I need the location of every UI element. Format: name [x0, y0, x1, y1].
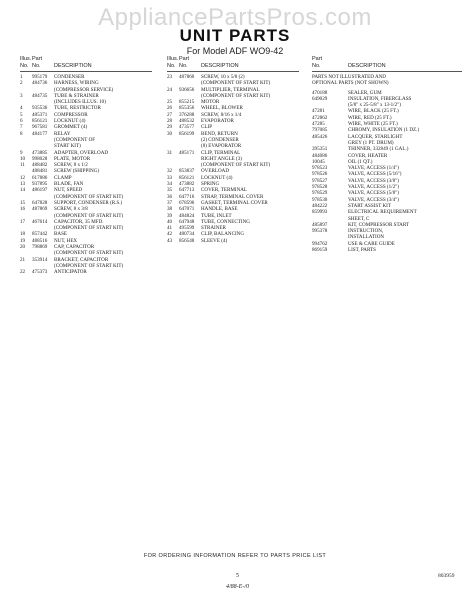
header-description: DESCRIPTION — [348, 63, 386, 69]
part-number: 995378 — [312, 228, 328, 235]
illus-no: 35 — [167, 187, 173, 194]
illus-no: 5 — [20, 111, 23, 118]
part-number: 647828 — [32, 199, 48, 206]
header-illus: Illus. — [20, 56, 32, 62]
illus-no: 37 — [167, 199, 173, 206]
part-number: 647071 — [179, 206, 195, 213]
part-number: 855356 — [179, 105, 195, 112]
part-description: ADAPTER, OVERLOAD — [54, 149, 109, 156]
part-description: SLEEVE (4) — [201, 237, 228, 244]
part-number: 488482 — [32, 162, 48, 169]
header-no: No. — [167, 63, 176, 69]
part-description: CLIP, TERMINAL — [201, 149, 241, 156]
part-description: VALVE, ACCESS (5/8") — [348, 190, 399, 197]
part-description: EVAPORATOR — [201, 118, 234, 125]
part-number: 487869 — [32, 206, 48, 213]
part-description: LACQUER, STARLIGHT — [348, 133, 403, 140]
header-description: DESCRIPTION — [54, 63, 92, 69]
part-number: 485171 — [179, 149, 195, 156]
illus-no: 15 — [20, 199, 26, 206]
part-description: HARNESS, WIRING — [54, 80, 99, 87]
parts-column-1 — [20, 56, 152, 276]
header-part: Part — [32, 56, 43, 62]
part-number: 617886 — [32, 174, 48, 181]
note-line: OPTIONAL PARTS (NOT SHOWN) — [312, 80, 389, 87]
illus-no: 41 — [167, 225, 173, 232]
part-description: ANTICIPATOR — [54, 269, 87, 276]
part-description: GREY (1 PT. DRUM) — [348, 139, 394, 146]
part-description: RELAY — [54, 130, 71, 137]
illus-no: 4 — [20, 105, 23, 112]
part-number: 978527 — [312, 177, 328, 184]
part-number: 480734 — [179, 231, 195, 238]
part-description: BRACKET, CAPACITOR — [54, 256, 109, 263]
illus-no: 6 — [20, 118, 23, 125]
part-number: 995179 — [32, 74, 48, 80]
part-description: (COMPONENT OF START KIT) — [54, 193, 124, 200]
illus-no: 42 — [167, 231, 173, 238]
part-row — [20, 269, 152, 275]
part-number: 485426 — [312, 133, 328, 140]
part-number: 495599 — [179, 225, 195, 232]
part-description: GROMMET (4) — [54, 124, 88, 131]
not-illustrated-note — [312, 74, 462, 87]
part-description: SUPPORT, CONDENSER (R.S.) — [54, 199, 123, 206]
part-number: 10045 — [312, 158, 325, 165]
part-description: CLAMP — [54, 174, 72, 181]
column-header — [167, 56, 299, 72]
part-number: 484177 — [32, 130, 48, 137]
illus-no: 28 — [167, 118, 173, 125]
illus-no: 34 — [167, 181, 173, 188]
part-number: 678596 — [179, 199, 195, 206]
part-number: 488481 — [32, 168, 48, 175]
part-description: OIL (1 QT.) — [348, 158, 373, 165]
parts-column-3 — [312, 56, 462, 253]
part-number: 485897 — [312, 221, 328, 228]
watermark: AppliancePartsPros.com — [98, 4, 372, 31]
illus-no: 22 — [20, 269, 26, 276]
part-description: TUBE & STRAINER — [54, 92, 99, 99]
part-number: 484086 — [312, 152, 328, 159]
illus-no: 24 — [167, 86, 173, 93]
part-description: LOCKNUT (4) — [201, 174, 233, 181]
illus-no: 26 — [167, 105, 173, 112]
part-number: 647948 — [179, 218, 195, 225]
part-number: 467614 — [32, 218, 48, 225]
part-description: (INCLUDES ILLUS. 10) — [54, 99, 106, 106]
illus-no: 8 — [20, 130, 23, 137]
part-number: 967581 — [32, 124, 48, 131]
illus-no: 16 — [20, 206, 26, 213]
part-number: 856548 — [179, 237, 195, 244]
illus-no: 11 — [20, 162, 25, 169]
part-description: INSTALLATION — [348, 234, 385, 241]
part-number: 488516 — [32, 237, 48, 244]
illus-no: 14 — [20, 187, 26, 194]
part-number: 869159 — [312, 247, 328, 254]
part-description: LOCKNUT (4) — [54, 118, 86, 125]
part-description: CAPACITOR, 35 MFD. — [54, 218, 104, 225]
part-description: KIT, COMPRESSOR START — [348, 221, 410, 228]
header-part: Part — [179, 56, 190, 62]
part-description: SEALER, GUM — [348, 89, 382, 96]
part-description: (COMPONENT OF START KIT) — [201, 162, 271, 169]
part-number: 978529 — [312, 190, 328, 197]
part-number: 484222 — [312, 202, 328, 209]
illus-no: 38 — [167, 206, 173, 213]
part-number: 649029 — [312, 95, 328, 102]
part-description: BLADE, FAN — [54, 181, 84, 188]
illus-no: 18 — [20, 231, 26, 238]
part-description: (8) EVAPORATOR — [201, 143, 242, 150]
part-description: (COMPRESSOR SERVICE) — [54, 86, 114, 93]
part-number: 486197 — [32, 187, 48, 194]
part-description: SPRING — [201, 181, 220, 188]
part-description: BEND, RETURN — [201, 130, 238, 137]
part-description: (5/8" x 25-5/8" x 13-1/2") — [348, 102, 401, 109]
part-description: SCREW, 10 x 5/8 (2) — [201, 74, 245, 80]
part-number: 475373 — [32, 269, 48, 276]
part-description: (COMPONENT OF START KIT) — [54, 225, 124, 232]
illus-no: 29 — [167, 124, 173, 131]
part-number: 473885 — [32, 149, 48, 156]
parts-list — [20, 74, 152, 276]
part-description: CONDENSER — [54, 74, 85, 80]
part-description: (COMPONENT OF START KIT) — [201, 80, 271, 87]
part-number: 353914 — [32, 256, 48, 263]
illus-no: 21 — [20, 256, 26, 263]
part-number: 857442 — [32, 231, 48, 238]
part-description: WIRE, WHITE (25 FT.) — [348, 121, 398, 128]
part-number: 473882 — [179, 181, 195, 188]
illus-no: 33 — [167, 174, 173, 181]
part-description: STRAINER — [201, 225, 226, 232]
part-row — [312, 247, 462, 253]
part-number: 47285 — [312, 121, 325, 128]
part-description: INSTRUCTION, — [348, 228, 384, 235]
part-description: VALVE, ACCESS (1/2") — [348, 184, 399, 191]
part-row — [167, 238, 299, 244]
part-description: VALVE, ACCESS (3/8") — [348, 177, 399, 184]
part-description: CLIP — [201, 124, 213, 131]
part-number: 936656 — [179, 86, 195, 93]
page-number: 5 — [236, 573, 239, 579]
part-description: SCREW, 8/16 x 1/4 — [201, 111, 242, 118]
illus-no: 32 — [167, 168, 173, 175]
parts-column-2 — [167, 56, 299, 244]
part-description: (COMPONENT OF START KIT) — [201, 92, 271, 99]
illus-no: 31 — [167, 149, 173, 156]
part-description: OVERLOAD — [201, 168, 230, 175]
part-description: SHEET, C — [348, 215, 370, 222]
part-number: 856121 — [179, 174, 195, 181]
part-description: BASE — [54, 231, 68, 238]
part-description: TUBE, INLET — [201, 212, 232, 219]
part-description: TUBE, CONNECTING — [201, 218, 250, 225]
part-number: 395351 — [312, 146, 328, 153]
part-description: (COMPONENT OF START KIT) — [54, 250, 124, 257]
part-number: 859993 — [312, 209, 328, 216]
part-description: CLIP, BALANCING — [201, 231, 245, 238]
part-description: (COMPONENT OF START KIT) — [54, 262, 124, 269]
part-number: 376288 — [179, 111, 195, 118]
part-description: MOTOR — [201, 99, 220, 106]
part-description: (2) CONDENSER — [201, 136, 239, 143]
part-description: USE & CARE GUIDE — [348, 240, 395, 247]
part-description: STRAP, TERMINAL COVER — [201, 193, 264, 200]
illus-no: 2 — [20, 80, 23, 87]
header-part-no: No. — [179, 63, 188, 69]
part-description: WIRE, RED (25 FT.) — [348, 114, 392, 121]
illus-no: 30 — [167, 130, 173, 137]
part-number: 978523 — [312, 165, 328, 172]
part-description: TUBE, RESTRICTOR — [54, 105, 101, 112]
part-description: RIGHT ANGLE (3) — [201, 155, 242, 162]
part-number: 994762 — [312, 240, 328, 247]
illus-no: 17 — [20, 218, 26, 225]
part-description: WIRE, BLACK (25 FT.) — [348, 108, 399, 115]
illus-no: 7 — [20, 124, 23, 131]
illus-no: 3 — [20, 92, 23, 99]
part-number: 998028 — [32, 155, 48, 162]
part-description: CHROMY, INSULATION (1 DZ.) — [348, 127, 420, 134]
illus-no: 25 — [167, 99, 173, 106]
part-description: LIST, PARTS — [348, 247, 376, 254]
part-description: PLATE, MOTOR — [54, 155, 91, 162]
illus-no: 27 — [167, 111, 173, 118]
part-description: GASKET, TERMINAL COVER — [201, 199, 268, 206]
part-number: 472862 — [312, 114, 328, 121]
part-description: COMPRESSOR — [54, 111, 88, 118]
part-number: 647713 — [179, 187, 195, 194]
part-description: VALVE, ACCESS (3/4") — [348, 196, 399, 203]
illus-no: 20 — [20, 244, 26, 251]
part-number: 647716 — [179, 193, 195, 200]
header-illus: Illus. — [167, 56, 179, 62]
illus-no: 10 — [20, 155, 26, 162]
part-number: 470188 — [312, 89, 328, 96]
column-header — [312, 56, 462, 72]
part-description: (COMPONENT OF — [54, 136, 96, 143]
part-description: THINNER, 332849 (1 GAL.) — [348, 146, 409, 153]
part-description: START KIT) — [54, 143, 81, 150]
part-number: 856121 — [32, 118, 48, 125]
part-description: VALVE, ACCESS (5/16") — [348, 171, 402, 178]
part-description: MULTIPLIER, TERMINAL — [201, 86, 260, 93]
part-description: NUT, SPEED — [54, 187, 83, 194]
header-no: No. — [20, 63, 29, 69]
illus-no: 40 — [167, 218, 173, 225]
part-description: CAP, CAPACITOR — [54, 244, 95, 251]
page-subtitle: For Model ADF WO9-42 — [186, 46, 284, 56]
part-number: 937895 — [32, 181, 48, 188]
part-number: 47281 — [312, 108, 325, 115]
part-description: COVER, HEATER — [348, 152, 388, 159]
ordering-info: FOR ORDERING INFORMATION REFER TO PARTS PRICE LIST — [143, 553, 327, 559]
part-description: VALVE, ACCESS (1/4") — [348, 165, 399, 172]
part-number: 978530 — [312, 196, 328, 203]
part-description: INSULATION, FIBERGLASS — [348, 95, 412, 102]
header-part-no: No. — [312, 63, 321, 69]
header-part: Part — [312, 56, 323, 62]
part-number: 487860 — [179, 74, 195, 80]
note-line: PARTS NOT ILLUSTRATED AND — [312, 74, 386, 80]
document-number: 803959 — [438, 573, 455, 579]
part-description: (COMPONENT OF START KIT) — [54, 212, 124, 219]
handwritten-note: 4/88-E-/0 — [226, 584, 249, 590]
header-description: DESCRIPTION — [201, 63, 239, 69]
part-number: 856199 — [179, 130, 195, 137]
part-number: 484736 — [32, 80, 48, 87]
part-number: 855215 — [179, 99, 195, 106]
part-description: START ASSIST KIT — [348, 202, 391, 209]
part-description: HANDLE, BASE — [201, 206, 238, 213]
illus-no: 12 — [20, 174, 26, 181]
illus-no: 23 — [167, 74, 173, 80]
part-number: 473577 — [179, 124, 195, 131]
part-number: 488532 — [179, 118, 195, 125]
part-description: SCREW, 8 x 1/2 — [54, 162, 88, 169]
part-number: 853837 — [179, 168, 195, 175]
page-title: UNIT PARTS — [179, 26, 291, 45]
parts-list — [312, 90, 462, 254]
illus-no: 13 — [20, 181, 26, 188]
parts-list — [167, 74, 299, 244]
part-number: 484735 — [32, 92, 48, 99]
part-description: SCREW (SHIPPING) — [54, 168, 100, 175]
part-description: WHEEL, BLOWER — [201, 105, 243, 112]
part-number: 798869 — [32, 244, 48, 251]
illus-no: 36 — [167, 193, 173, 200]
illus-no: 39 — [167, 212, 173, 219]
part-description: SCREW, 8 x 3/8 — [54, 206, 88, 213]
part-number: 978526 — [312, 171, 328, 178]
part-number: 797085 — [312, 127, 328, 134]
illus-no: 19 — [20, 237, 26, 244]
illus-no: 1 — [20, 74, 23, 80]
illus-no: 43 — [167, 237, 173, 244]
part-description: COVER, TERMINAL — [201, 187, 248, 194]
column-header — [20, 56, 152, 72]
part-number: 978528 — [312, 184, 328, 191]
part-description: NUT, HEX — [54, 237, 78, 244]
part-number: 935536 — [32, 105, 48, 112]
header-part-no: No. — [32, 63, 41, 69]
part-description: ELECTRICAL REQUIREMENT — [348, 209, 417, 216]
part-number: 484824 — [179, 212, 195, 219]
illus-no: 9 — [20, 149, 23, 156]
part-number: 485371 — [32, 111, 48, 118]
